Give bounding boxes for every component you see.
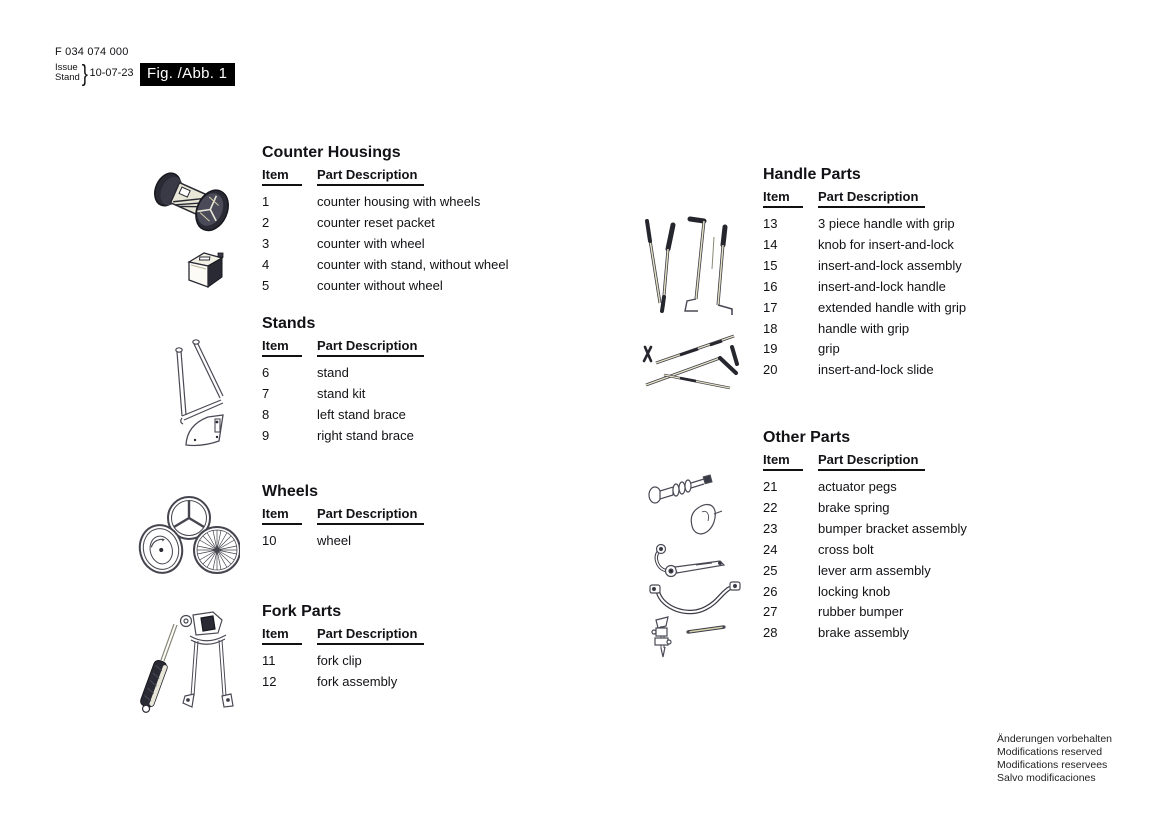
item-number: 12 <box>262 673 277 689</box>
section-title-other-parts: Other Parts <box>763 429 851 446</box>
section-counter-housings <box>262 144 509 297</box>
part-description: counter reset packet <box>317 214 435 230</box>
item-number: 20 <box>763 362 778 378</box>
item-number: 25 <box>763 562 778 578</box>
item-number: 28 <box>763 625 778 641</box>
part-description: fork clip <box>317 653 362 668</box>
column-header-item: Item <box>763 189 803 208</box>
legal-line: Modifications reservees <box>997 758 1108 771</box>
section-title-counter-housings: Counter Housings <box>262 144 401 161</box>
part-description: brake assembly <box>818 625 910 641</box>
item-number: 7 <box>262 385 270 401</box>
table-row <box>763 256 966 277</box>
item-number: 10 <box>262 533 277 548</box>
section-title-handle-parts: Handle Parts <box>763 166 861 183</box>
column-header-part-description: Part Description <box>317 626 424 645</box>
table-row <box>763 498 967 519</box>
column-header-item: Item <box>262 167 302 186</box>
part-description: rubber bumper <box>818 604 904 620</box>
item-number: 8 <box>262 406 270 422</box>
table-row <box>763 319 966 340</box>
issue-stand-labels <box>55 63 80 84</box>
item-number: 9 <box>262 427 270 443</box>
part-description: brake spring <box>818 499 890 515</box>
part-description: insert-and-lock handle <box>818 278 946 294</box>
table-row <box>262 672 424 693</box>
part-description: left stand brace <box>317 406 406 422</box>
table-row <box>763 235 966 256</box>
part-description: counter with wheel <box>317 235 425 251</box>
item-number: 3 <box>262 235 270 251</box>
table-row <box>262 426 424 447</box>
part-description: lever arm assembly <box>818 562 931 578</box>
document-number: F 034 074 000 <box>55 46 129 58</box>
table-row <box>763 519 967 540</box>
part-description: stand <box>317 365 349 380</box>
table-header <box>262 626 424 645</box>
item-number: 11 <box>262 653 276 668</box>
column-header-part-description: Part Description <box>818 189 925 208</box>
legal-line: Salvo modificaciones <box>997 771 1096 784</box>
table-rows <box>262 651 424 693</box>
issue-date: 10-07-23 <box>89 67 134 79</box>
table-row <box>262 363 424 384</box>
item-number: 18 <box>763 320 778 336</box>
table-row <box>763 477 967 498</box>
part-description: knob for insert-and-lock <box>818 236 954 252</box>
table-row <box>763 214 966 235</box>
table-header <box>262 167 509 186</box>
section-title-fork-parts: Fork Parts <box>262 603 342 620</box>
section-wheels <box>262 483 424 552</box>
item-number: 16 <box>763 278 778 294</box>
part-description: insert-and-lock slide <box>818 362 934 378</box>
table-row <box>763 561 967 582</box>
section-handle-parts <box>763 166 966 381</box>
item-number: 21 <box>763 479 778 494</box>
column-header-item: Item <box>763 452 803 471</box>
table-row <box>262 192 509 213</box>
section-stands <box>262 315 424 447</box>
section-other-parts <box>763 429 967 644</box>
stand-label: Stand <box>55 72 80 83</box>
section-title-wheels: Wheels <box>262 483 319 500</box>
table-rows <box>262 531 424 552</box>
part-description: grip <box>818 341 840 357</box>
table-rows <box>763 477 967 644</box>
table-header <box>763 189 966 208</box>
figure-label-box: Fig. /Abb. 1 <box>140 63 235 86</box>
stand-illustration <box>164 332 236 426</box>
fork-assembly-illustration <box>178 610 238 714</box>
legal-notice <box>997 733 1112 785</box>
counter-box-illustration <box>183 249 227 293</box>
item-number: 1 <box>262 194 270 209</box>
table-row <box>763 339 966 360</box>
table-row <box>763 623 967 644</box>
item-number: 26 <box>763 583 778 599</box>
table-row <box>262 276 509 297</box>
column-header-part-description: Part Description <box>317 167 424 186</box>
column-header-item: Item <box>262 626 302 645</box>
part-description: wheel <box>317 533 351 548</box>
issue-label: Issue <box>55 61 78 73</box>
item-number: 4 <box>262 256 270 272</box>
part-description: counter with stand, without wheel <box>317 256 509 272</box>
table-row <box>262 531 424 552</box>
table-row <box>262 384 424 405</box>
table-row <box>763 360 966 381</box>
part-description: bumper bracket assembly <box>818 520 967 536</box>
handle-rods-upper-illustration <box>640 211 742 323</box>
column-header-part-description: Part Description <box>818 452 925 471</box>
table-header <box>262 338 424 357</box>
other-parts-illustration <box>646 472 750 658</box>
section-fork-parts <box>262 603 424 693</box>
item-number: 27 <box>763 604 778 620</box>
stand-brace-illustration <box>182 413 230 449</box>
table-rows <box>262 363 424 447</box>
section-title-stands: Stands <box>262 315 316 332</box>
table-header <box>262 506 424 525</box>
counter-housing-with-wheels-illustration <box>147 165 239 243</box>
table-row <box>763 277 966 298</box>
table-rows <box>763 214 966 381</box>
column-header-part-description: Part Description <box>317 338 424 357</box>
table-row <box>763 582 967 603</box>
part-description: handle with grip <box>818 320 910 336</box>
table-rows <box>262 192 509 297</box>
part-description: right stand brace <box>317 427 414 443</box>
handle-rods-lower-illustration <box>640 327 750 391</box>
column-header-item: Item <box>262 338 302 357</box>
table-row <box>262 405 424 426</box>
column-header-item: Item <box>262 506 302 525</box>
item-number: 5 <box>262 277 270 293</box>
table-row <box>763 602 967 623</box>
part-description: cross bolt <box>818 541 874 557</box>
part-description: stand kit <box>317 385 366 401</box>
item-number: 13 <box>763 216 778 231</box>
item-number: 24 <box>763 541 778 557</box>
item-number: 22 <box>763 499 778 515</box>
wheels-illustration <box>138 495 240 575</box>
table-row <box>262 213 509 234</box>
brace-glyph: } <box>81 60 88 86</box>
legal-line: Änderungen vorbehalten <box>997 733 1113 745</box>
item-number: 6 <box>262 365 270 380</box>
item-number: 23 <box>763 520 778 536</box>
part-description: fork assembly <box>317 673 398 689</box>
part-description: locking knob <box>818 583 891 599</box>
item-number: 19 <box>763 341 778 357</box>
table-header <box>763 452 967 471</box>
table-row <box>763 540 967 561</box>
fork-clip-illustration <box>136 622 178 716</box>
table-row <box>262 651 424 672</box>
part-description: counter without wheel <box>317 277 443 293</box>
table-row <box>262 255 509 276</box>
table-row <box>763 298 966 319</box>
issue-stand-block <box>55 62 134 84</box>
part-description: actuator pegs <box>818 479 897 494</box>
column-header-part-description: Part Description <box>317 506 424 525</box>
item-number: 17 <box>763 299 778 315</box>
part-description: counter housing with wheels <box>317 194 481 209</box>
part-description: extended handle with grip <box>818 299 967 315</box>
item-number: 15 <box>763 257 778 273</box>
item-number: 2 <box>262 214 270 230</box>
part-description: insert-and-lock assembly <box>818 257 962 273</box>
part-description: 3 piece handle with grip <box>818 216 955 231</box>
item-number: 14 <box>763 236 778 252</box>
legal-line: Modifications reserved <box>997 745 1103 758</box>
table-row <box>262 234 509 255</box>
